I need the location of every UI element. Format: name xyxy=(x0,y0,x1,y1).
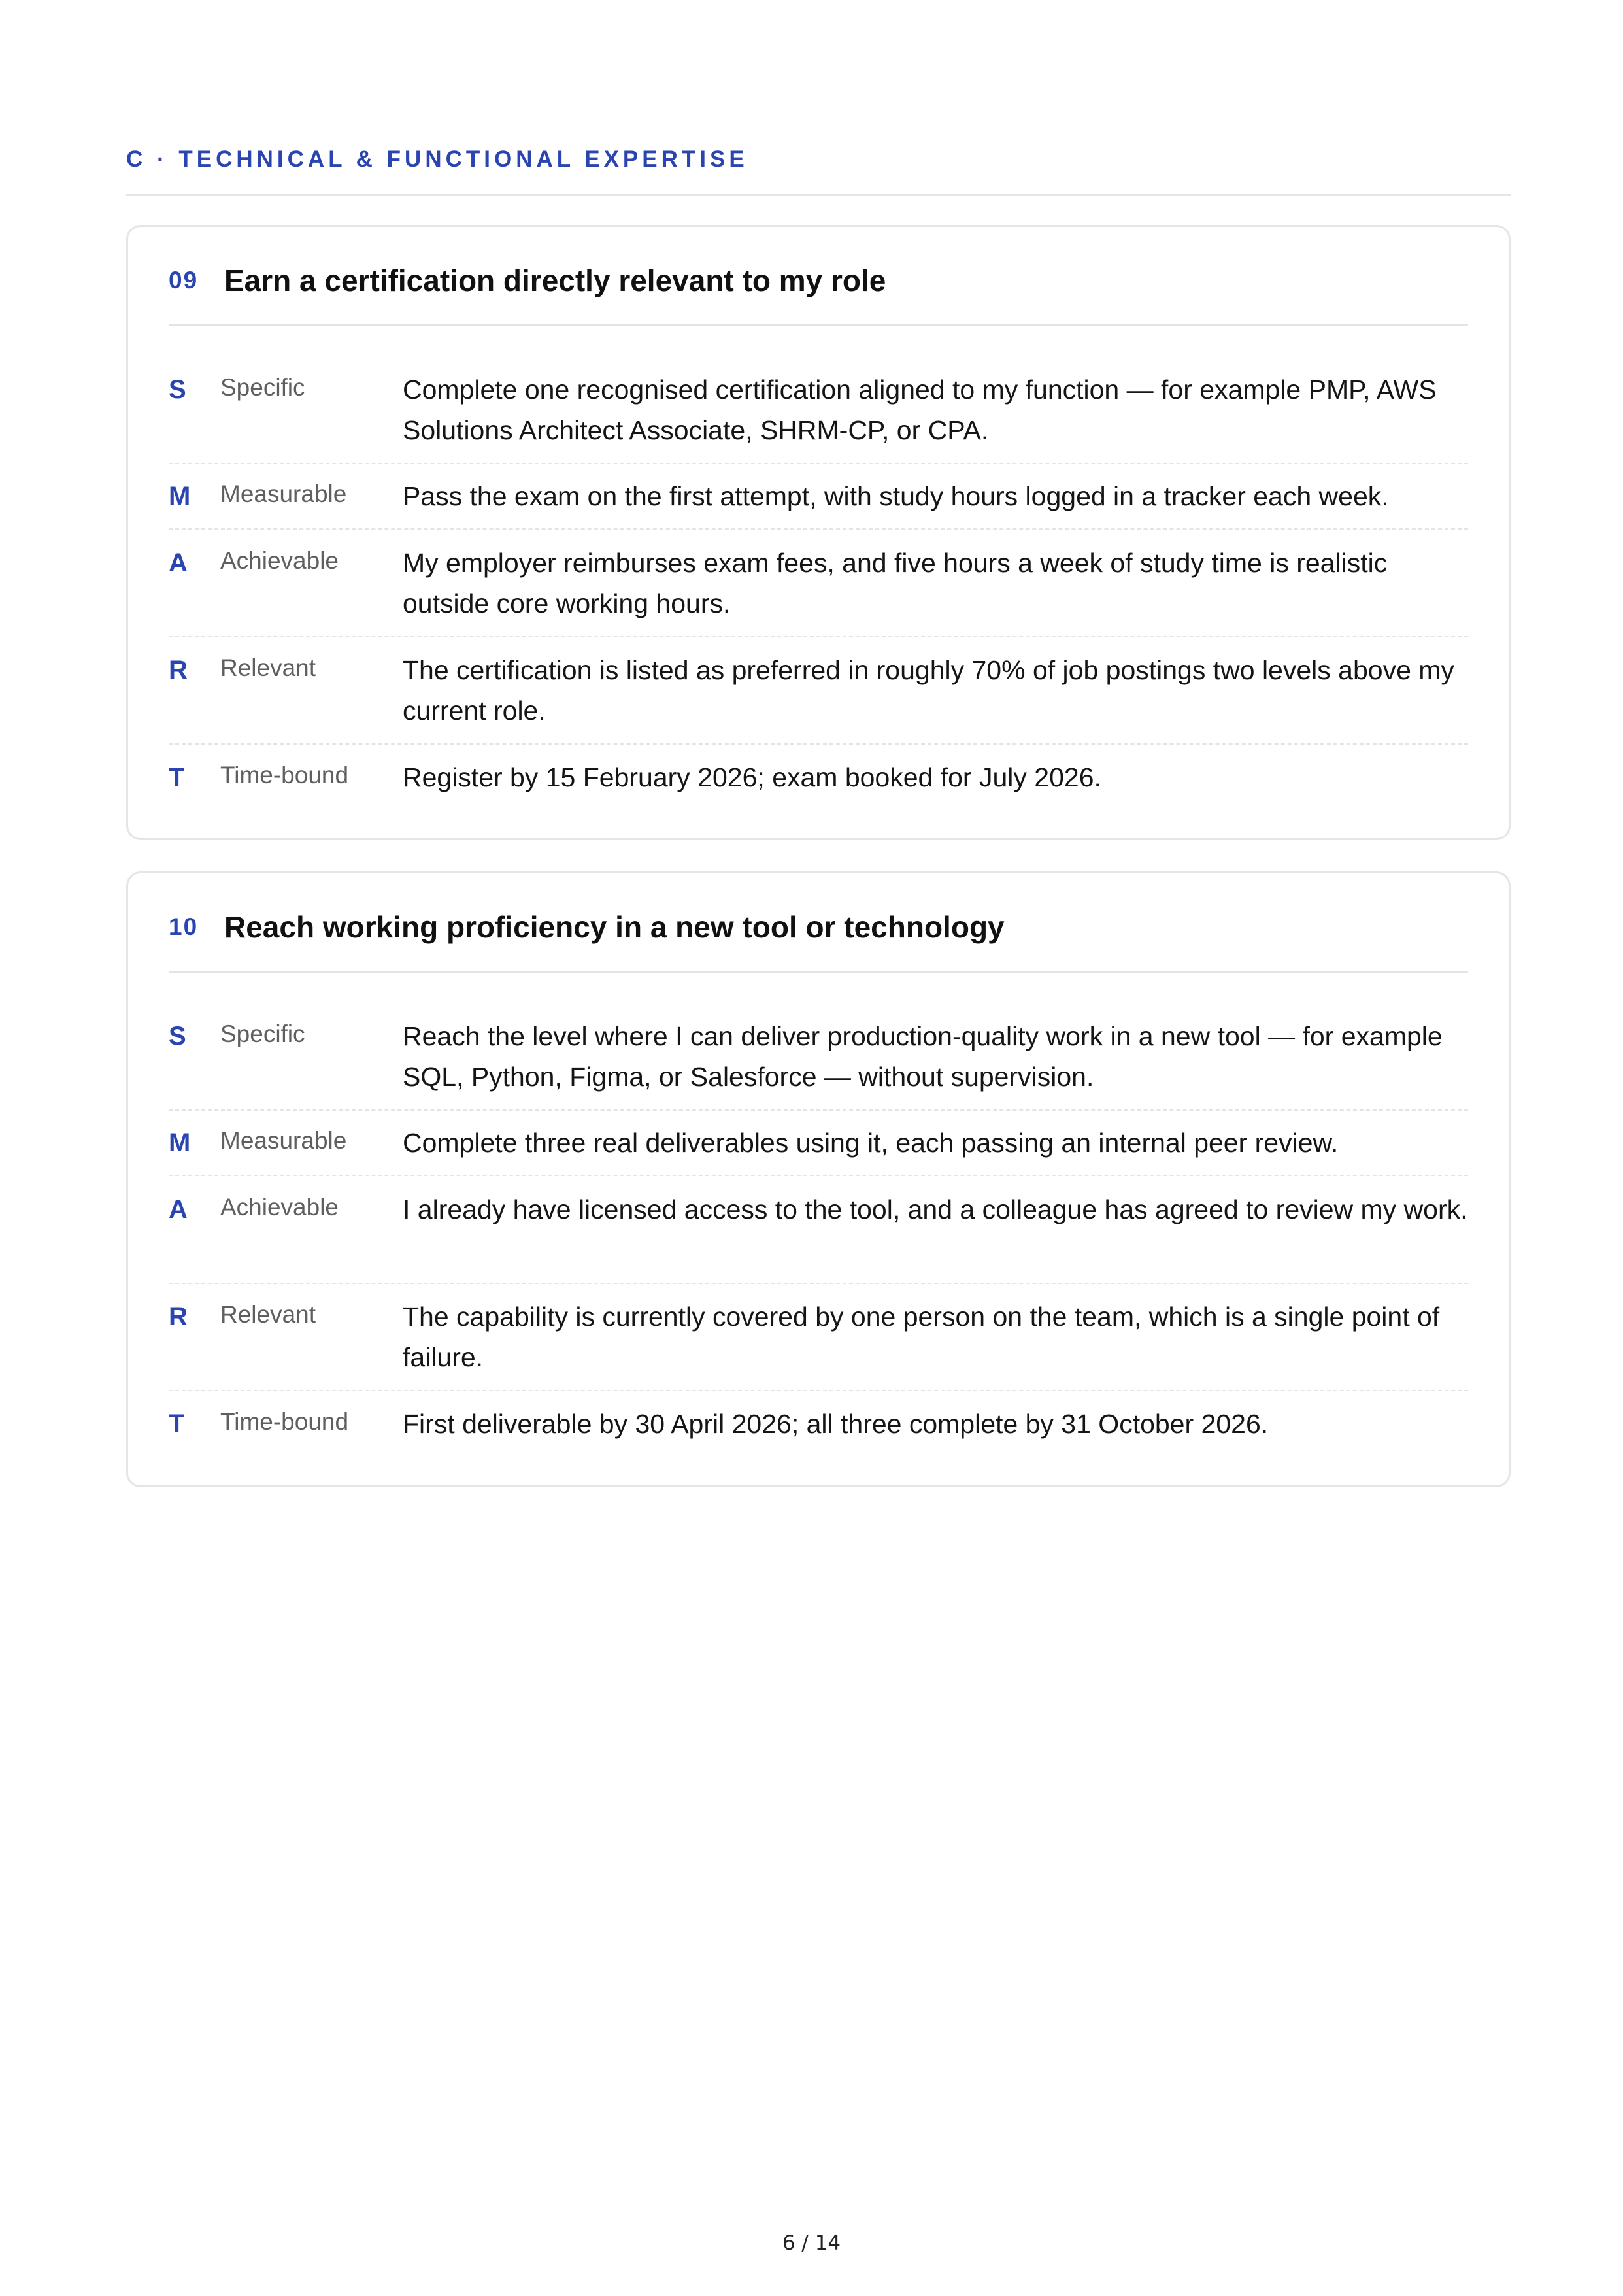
goal-header xyxy=(169,227,1468,326)
goal-card-09 xyxy=(126,225,1511,840)
smart-letter: T xyxy=(169,763,185,792)
smart-row-time-bound xyxy=(169,757,1468,809)
page-number: 6 / 14 xyxy=(782,2231,841,2255)
smart-label: Specific xyxy=(220,1021,305,1047)
smart-row-achievable xyxy=(169,1189,1468,1284)
goal-number: 10 xyxy=(169,913,199,940)
smart-label: Relevant xyxy=(220,1301,316,1328)
smart-row-relevant xyxy=(169,650,1468,745)
smart-text: I already have licensed access to the tool, and a colleague has agreed to review my work. xyxy=(403,1194,1468,1224)
smart-letter: S xyxy=(169,375,186,404)
smart-letter: A xyxy=(169,1195,188,1224)
smart-text: The capability is currently covered by one person on the team, which is a single point of failure. xyxy=(403,1302,1440,1372)
smart-text: Reach the level where I can deliver production-quality work in a new tool — for example SQL, Python, Figma, or Salesforce — without supervision. xyxy=(403,1021,1443,1092)
smart-text: Register by 15 February 2026; exam booked for July 2026. xyxy=(403,762,1101,792)
smart-row-specific xyxy=(169,369,1468,464)
smart-label: Time-bound xyxy=(220,762,349,788)
goal-number: 09 xyxy=(169,267,199,294)
smart-row-achievable xyxy=(169,543,1468,637)
smart-letter: S xyxy=(169,1022,186,1051)
smart-row-measurable xyxy=(169,1123,1468,1176)
smart-letter: A xyxy=(169,549,188,577)
smart-row-measurable xyxy=(169,476,1468,530)
smart-letter: M xyxy=(169,1128,191,1157)
smart-text: Pass the exam on the first attempt, with study hours logged in a tracker each week. xyxy=(403,481,1389,511)
smart-label: Achievable xyxy=(220,1194,339,1221)
smart-text: Complete three real deliverables using it, each passing an internal peer review. xyxy=(403,1128,1339,1158)
smart-row-relevant xyxy=(169,1296,1468,1391)
goal-title: Earn a certification directly relevant to my role xyxy=(224,263,886,297)
smart-label: Specific xyxy=(220,374,305,401)
smart-text: First deliverable by 30 April 2026; all three complete by 31 October 2026. xyxy=(403,1409,1269,1439)
smart-label: Measurable xyxy=(220,1127,347,1154)
goal-title: Reach working proficiency in a new tool or technology xyxy=(224,910,1005,944)
smart-letter: R xyxy=(169,656,188,684)
smart-letter: T xyxy=(169,1410,185,1438)
section-header xyxy=(126,145,1511,196)
smart-text: Complete one recognised certification aligned to my function — for example PMP, AWS Solutions Architect Associate, SHRM-CP, or CPA. xyxy=(403,375,1437,445)
smart-row-specific xyxy=(169,1016,1468,1111)
smart-label: Time-bound xyxy=(220,1408,349,1435)
section-title: C · TECHNICAL & FUNCTIONAL EXPERTISE xyxy=(126,146,748,172)
smart-label: Achievable xyxy=(220,547,339,574)
smart-text: The certification is listed as preferred in roughly 70% of job postings two levels above my current role. xyxy=(403,655,1454,726)
goal-card-10 xyxy=(126,871,1511,1487)
smart-text: My employer reimburses exam fees, and five hours a week of study time is realistic outside core working hours. xyxy=(403,548,1388,618)
smart-letter: M xyxy=(169,482,191,511)
smart-letter: R xyxy=(169,1302,188,1331)
smart-label: Measurable xyxy=(220,481,347,507)
smart-label: Relevant xyxy=(220,654,316,681)
goal-header xyxy=(169,873,1468,973)
smart-row-time-bound xyxy=(169,1404,1468,1456)
